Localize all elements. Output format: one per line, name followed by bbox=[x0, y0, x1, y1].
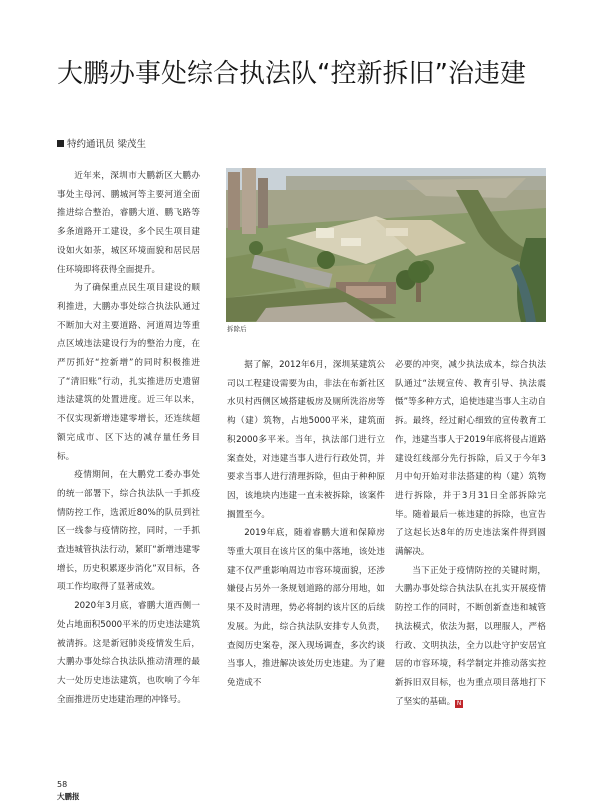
paragraph-text: 当下正处于疫情防控的关键时期，大鹏办事处综合执法队在扎实开展疫情防控工作的同时，不断创新查违和城管执法模式，依法为据，以理服人，严格行政、文明执法，全力以赴守护安居宜居的市容环境，科学制定并推动落实控新拆旧双目标，也为重点项目落地打下了坚实的基础。 bbox=[395, 565, 546, 707]
end-mark-icon: N bbox=[456, 699, 462, 707]
article-column-2 bbox=[227, 356, 385, 693]
page-number: 58 bbox=[57, 780, 68, 789]
paragraph: 疫情期间，在大鹏党工委办事处的统一部署下，综合执法队一手抓疫情防控工作，选派近80%的队员到社区一线参与疫情防控，同时，一手抓查违城管执法行动，紧盯“新增违建零增长，历史积累逐步消化”双目标，各项工作均取得了显著成效。 bbox=[57, 470, 200, 593]
aerial-photo-image bbox=[226, 168, 546, 322]
paragraph: 2019年底，随着睿鹏大道和保障房等重大项目在该片区的集中落地，该处违建不仅严重影响周边市容环境面貌，还涉嫌侵占另外一条规划道路的部分用地，如果不及时清理，势必将制约该片区的后续发展。为此，综合执法队安排专人负责，查阅历史案卷，深入现场调查，多次约谈当事人，推进解决该处历史违建。为了避免造成不 bbox=[227, 528, 385, 688]
article-column-1 bbox=[57, 167, 200, 709]
paragraph bbox=[395, 562, 546, 712]
paragraph: 2020年3月底，睿鹏大道西侧一处占地面积5000平米的历史违法建筑被清拆。这是新冠肺炎疫情发生后，大鹏办事处综合执法队推动清理的最大一处历史违法建筑，也吹响了今年全面推进历史违建治理的冲锋号。 bbox=[57, 601, 200, 705]
paragraph: 必要的冲突，减少执法成本，综合执法队通过“法规宣传、教育引导、执法震慑”等多种方式，追使违建当事人主动自拆。最终，经过耐心细致的宣传教育工作，违建当事人于2019年底将侵占道路建设红线部分先行拆除，后又于今年3月中旬开始对非法搭建的构（建）筑物进行拆除，并于3月31日全部拆除完毕。随着最后一栋违建的拆除，也宣告了这起长达8年的历史违法案件得到圆满解决。 bbox=[395, 360, 546, 558]
byline bbox=[57, 139, 146, 151]
article-column-3 bbox=[395, 356, 546, 711]
square-bullet-icon bbox=[57, 140, 64, 147]
byline-text: 特约通讯员 梁茂生 bbox=[67, 139, 147, 150]
magazine-name: 大鹏报 bbox=[57, 792, 80, 801]
aerial-photo bbox=[226, 168, 546, 322]
paragraph: 近年来，深圳市大鹏新区大鹏办事处主母河、鹏城河等主要河道全面推进综合整治，睿鹏大道、鹏飞路等多条道路开工建设，多个民生项目建设如火如荼，城区环境面貌和居民居住环境即将获得全面提升。 bbox=[57, 171, 200, 275]
photo-caption: 拆除后 bbox=[227, 325, 247, 333]
article-title: 大鹏办事处综合执法队“控新拆旧”治违建 bbox=[57, 59, 526, 89]
paragraph: 据了解，2012年6月，深圳某建筑公司以工程建设需要为由，非法在布新社区水贝村西侧区域搭建板房及厕所洗浴房等构（建）筑物，占地5000平米，建筑面积2000多平米。当年，执法部门进行立案查处，对违建当事人进行行政处罚，并要求当事人进行清理拆除，但由于种种原因，该地块内违建一直未被拆除，该案件搁置至今。 bbox=[227, 360, 385, 520]
paragraph: 为了确保重点民生项目建设的顺利推进，大鹏办事处综合执法队通过不断加大对主要道路、河道周边等重点区域违法建设行为的整治力度，在严厉抓好“控新增”的同时积极推进了“清旧账”行动，扎实推进历史遗留违法建筑的处置进度。近三年以来，不仅实现新增违建零增长，还连续超额完成市、区下达的减存量任务目标。 bbox=[57, 283, 200, 462]
